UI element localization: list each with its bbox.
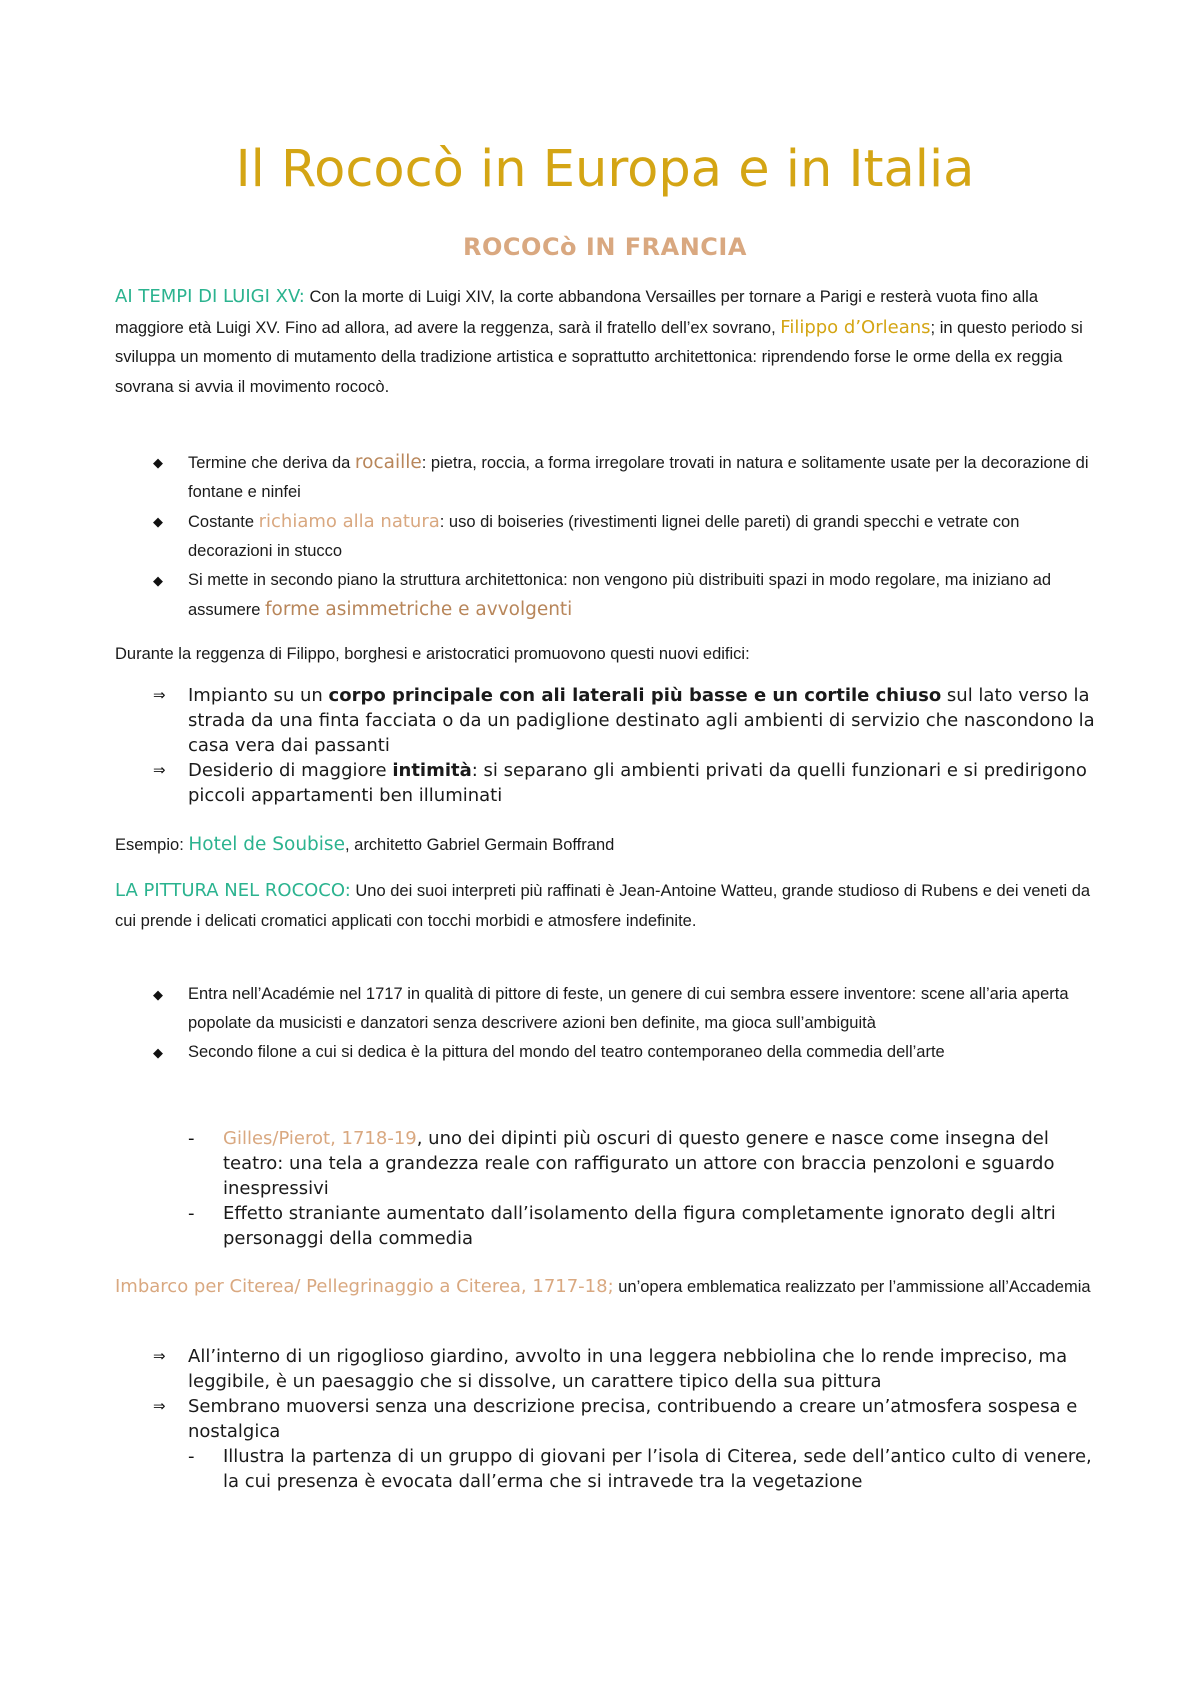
list-item: ⇒ Desiderio di maggiore intimità: si separano gli ambienti privati da quelli funzionari e si predirigono piccoli appartamenti ben illuminati: [115, 758, 1095, 808]
highlight-hotel-soubise: Hotel de Soubise: [188, 834, 345, 855]
intro-paragraph: AI TEMPI DI LUIGI XV: Con la morte di Luigi XIV, la corte abbandona Versailles per tornare a Parigi e resterà vuota fino alla maggiore età Luigi XV. Fino ad allora, ad avere la reggenza, sarà il fratello dell’ex sovrano, Filippo d’Orleans; in questo periodo si sviluppa un momento di mutamento della tradizione artistica e soprattutto architettonica: riprendendo forse le orme della ex reggia sovrana si avvia il movimento rococò.: [115, 286, 1083, 396]
highlight-filippo: Filippo d’Orleans: [780, 316, 931, 338]
list-item: ◆ Termine che deriva da rocaille: pietra, roccia, a forma irregolare trovati in natura e solitamente usate per la decorazione di fontane e ninfei: [115, 448, 1095, 507]
building-features-list: [115, 683, 1095, 808]
list-item: ◆ Entra nell’Académie nel 1717 in qualità di pittore di feste, un genere di cui sembra essere inventore: scene all’aria aperta popolate da musicisti e danzatori senza descrivere azioni ben definite, ma gioca sull’ambiguità: [115, 980, 1095, 1038]
list-item: ⇒ Impianto su un corpo principale con ali laterali più basse e un cortile chiuso sul lato verso la strada da una finta facciata o da un padiglione destinato agli ambienti di servizio che nascondono la casa vera dai passanti: [115, 683, 1095, 758]
list-item: ⇒ Sembrano muoversi senza una descrizione precisa, contribuendo a creare un’atmosfera sospesa e nostalgica: [115, 1394, 1095, 1444]
page-title: Il Rococò in Europa e in Italia: [235, 140, 975, 199]
rococo-features-list: [115, 448, 1095, 625]
list-item: ⇒ All’interno di un rigoglioso giardino, avvolto in una leggera nebbiolina che lo rende impreciso, ma leggibile, è un paesaggio che si dissolve, un carattere tipico della sua pittura: [115, 1344, 1095, 1394]
highlight-imbarco: Imbarco per Citerea/ Pellegrinaggio a Citerea, 1717-18;: [115, 1276, 614, 1297]
list-item: ◆ Costante richiamo alla natura: uso di boiseries (rivestimenti lignei delle pareti) di grandi specchi e vetrate con decorazioni in stucco: [115, 507, 1095, 566]
watteau-list: [115, 980, 1095, 1067]
list-item: ◆ Secondo filone a cui si dedica è la pittura del mondo del teatro contemporaneo della commedia dell’arte: [115, 1038, 1095, 1067]
painting-paragraph: LA PITTURA NEL ROCOCO: Uno dei suoi interpreti più raffinati è Jean-Antoine Watteu, grande studioso di Rubens e dei veneti da cui prende i delicati cromatici applicati con tocchi morbidi e atmosfere indefinite.: [115, 880, 1091, 930]
list-item: ◆ Si mette in secondo piano la struttura architettonica: non vengono più distribuiti spazi in modo regolare, ma iniziano ad assumere forme asimmetriche e avvolgenti: [115, 566, 1095, 625]
imbarco-paragraph: Imbarco per Citerea/ Pellegrinaggio a Citerea, 1717-18; un’opera emblematica realizzato per l’ammissione all’Accademia: [115, 1276, 1091, 1297]
regency-paragraph: Durante la reggenza di Filippo, borghesi e aristocratici promuovono questi nuovi edifici:: [115, 645, 750, 663]
section-subtitle: ROCOCò IN FRANCIA: [463, 233, 747, 261]
example-line: Esempio: Hotel de Soubise, architetto Gabriel Germain Boffrand: [115, 834, 615, 855]
imbarco-list: [115, 1344, 1095, 1494]
sub-list-item: - Gilles/Pierot, 1718-19, uno dei dipinti più oscuri di questo genere e nasce come insegna del teatro: una tela a grandezza reale con raffigurato un attore con braccia penzoloni e sguardo inespressivi: [115, 1126, 1095, 1201]
sub-list-item: - Effetto straniante aumentato dall’isolamento della figura completamente ignorato degli altri personaggi della commedia: [115, 1201, 1095, 1251]
section-heading-luigi: AI TEMPI DI LUIGI XV:: [115, 286, 305, 307]
sub-list-item: - Illustra la partenza di un gruppo di giovani per l’isola di Citerea, sede dell’antico culto di venere, la cui presenza è evocata dall’erma che si intravede tra la vegetazione: [115, 1444, 1095, 1494]
section-heading-pittura: LA PITTURA NEL ROCOCO:: [115, 880, 351, 901]
gilles-sublist: [115, 1126, 1095, 1251]
